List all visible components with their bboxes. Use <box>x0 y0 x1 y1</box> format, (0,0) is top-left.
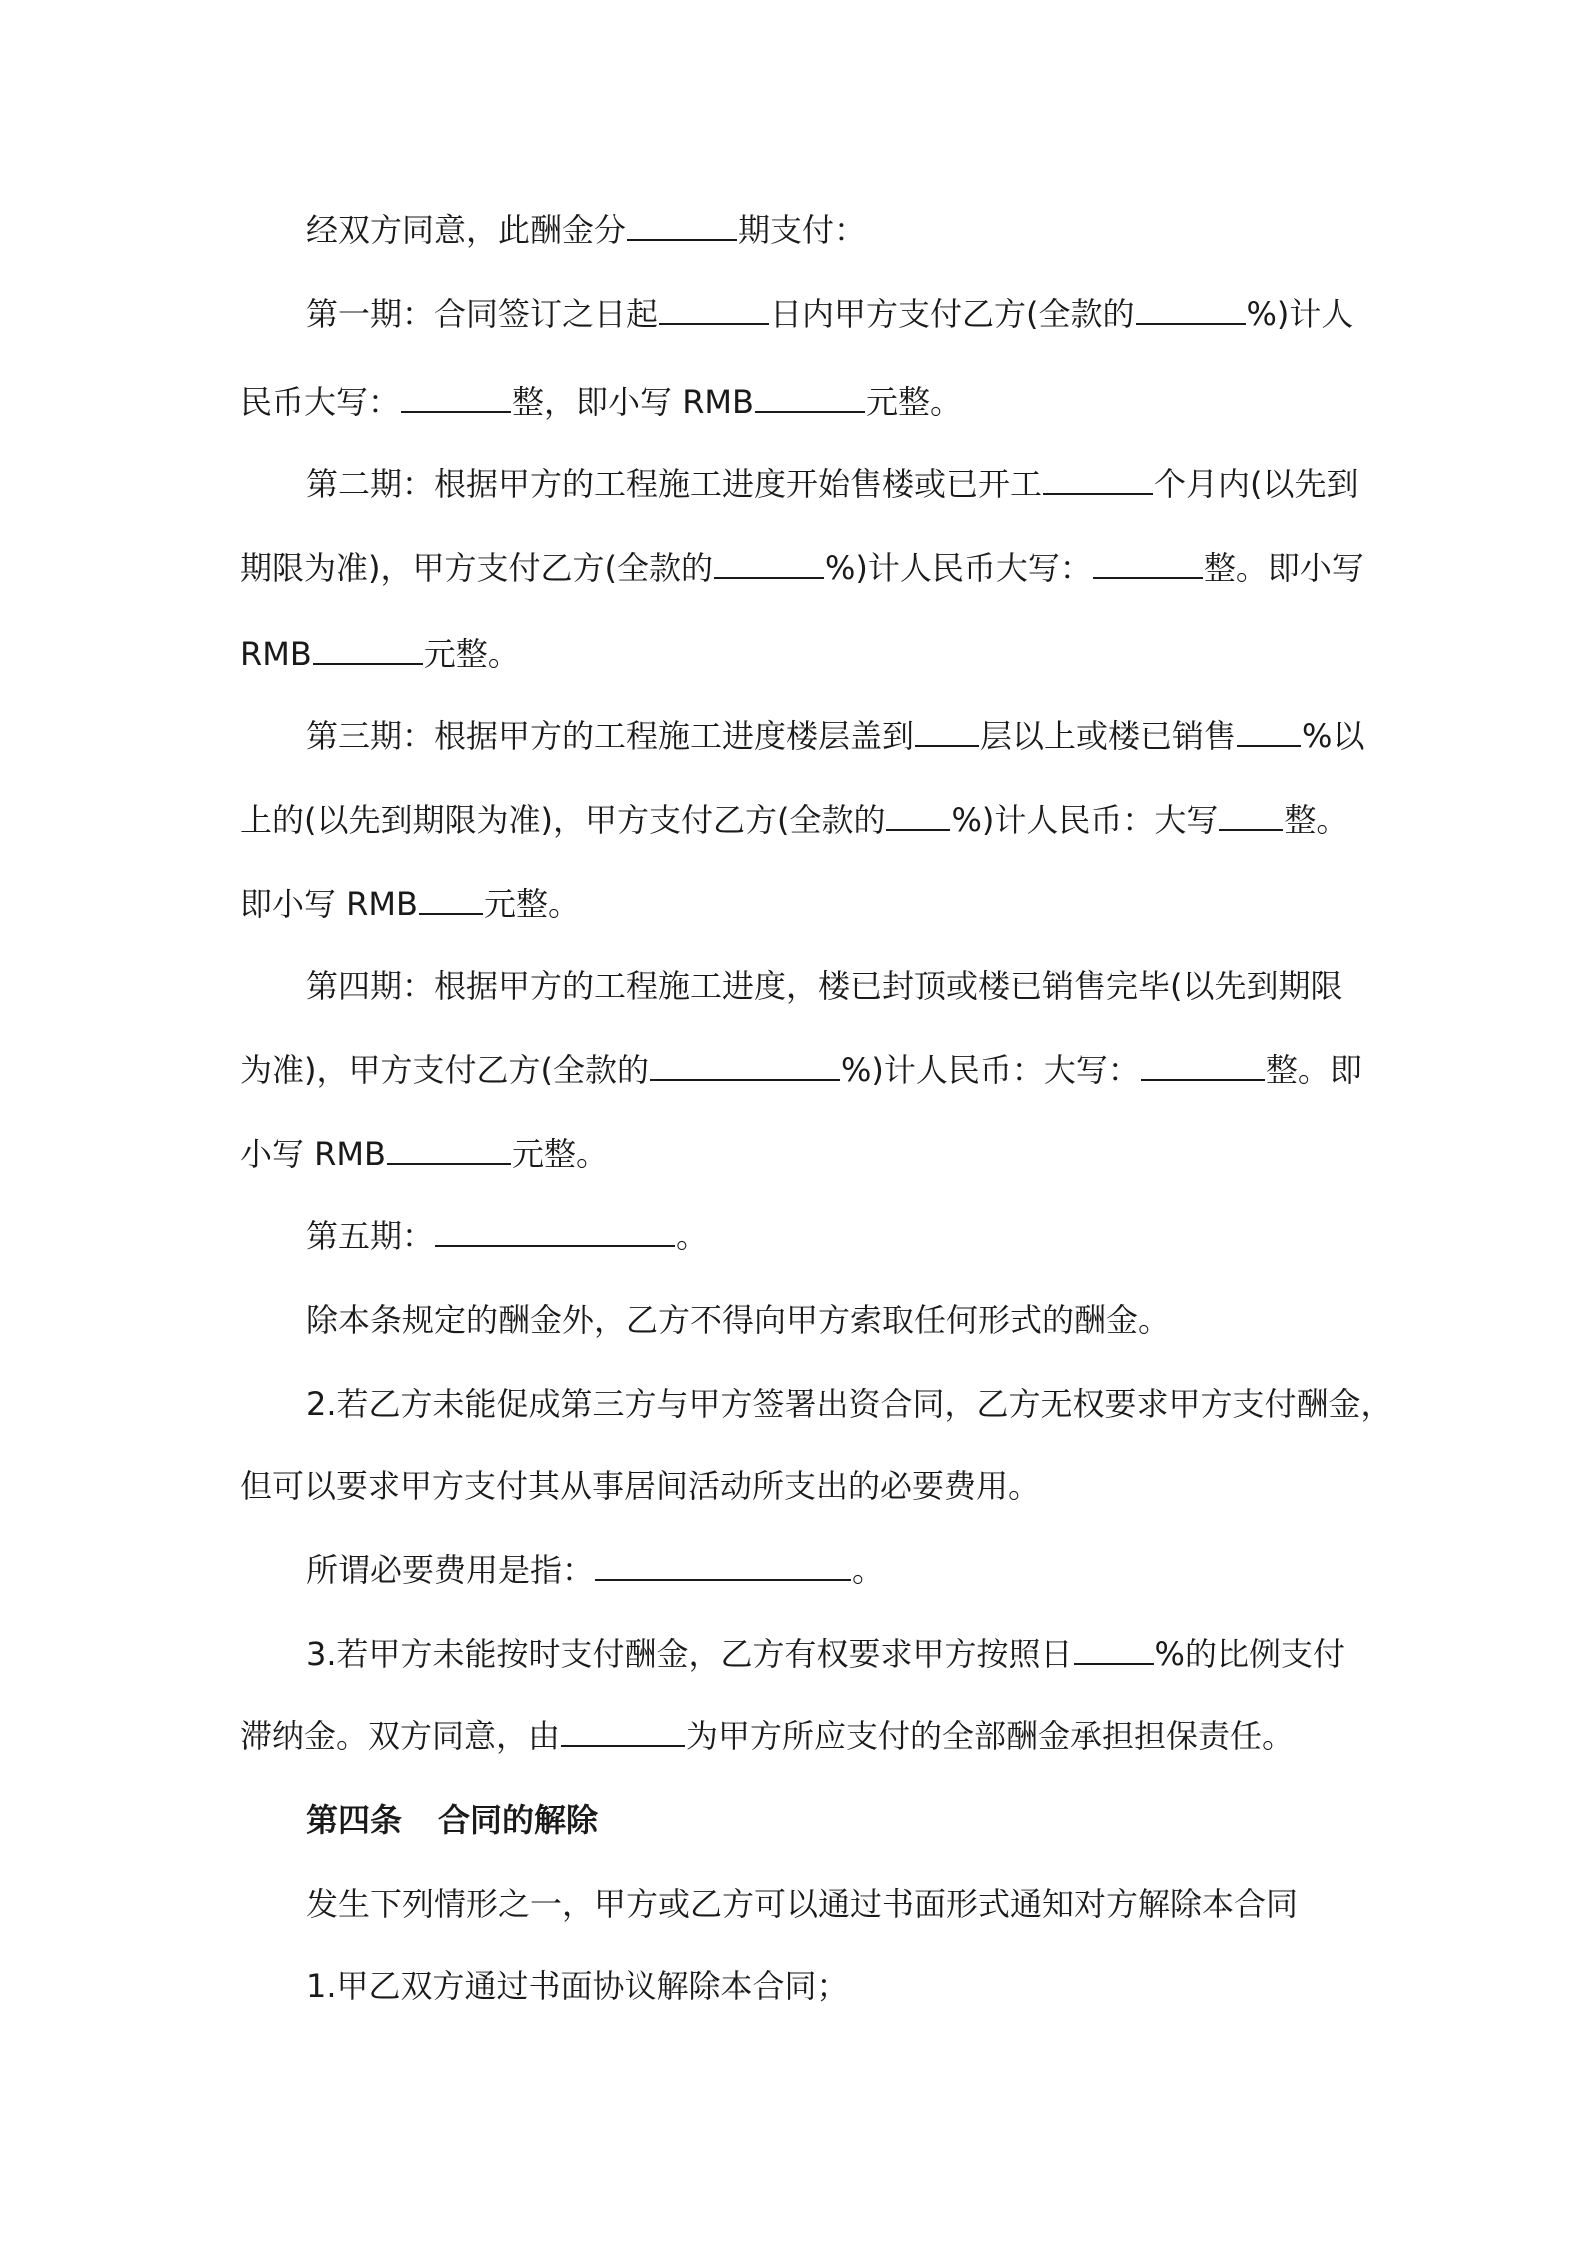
fill-in-blank[interactable] <box>1237 715 1301 747</box>
fill-in-blank[interactable] <box>1043 463 1153 495</box>
text-segment: 为准)，甲方支付乙方(全款的 <box>240 1051 649 1089</box>
text-segment: 第一期：合同签订之日起 <box>306 295 659 333</box>
text-segment: 民币大写： <box>240 383 401 421</box>
text-segment: 第四期：根据甲方的工程施工进度，楼已封顶或楼已销售完毕(以先到期限 <box>306 967 1343 1005</box>
text-line <box>306 290 1376 338</box>
text-segment: 元整。 <box>511 1135 608 1173</box>
text-segment: %的比例支付 <box>1154 1635 1345 1673</box>
text-line <box>240 1712 1376 1760</box>
fill-in-blank[interactable] <box>595 1549 851 1581</box>
text-segment: %)计人民币大写： <box>824 549 1092 587</box>
text-segment: %)计人 <box>1246 295 1354 333</box>
fill-in-blank[interactable] <box>714 547 824 579</box>
text-segment: 日内甲方支付乙方(全款的 <box>770 295 1135 333</box>
text-line <box>306 1962 1376 2010</box>
fill-in-blank[interactable] <box>387 1133 511 1165</box>
fill-in-blank[interactable] <box>886 799 950 831</box>
fill-in-blank[interactable] <box>1219 799 1283 831</box>
text-segment: 期支付： <box>738 211 867 249</box>
text-line <box>240 1046 1376 1094</box>
text-segment: 上的(以先到期限为准)，甲方支付乙方(全款的 <box>240 801 886 839</box>
fill-in-blank[interactable] <box>401 381 511 413</box>
fill-in-blank[interactable] <box>561 1715 685 1747</box>
text-line <box>306 1380 1393 1428</box>
text-line <box>306 1296 1376 1344</box>
fill-in-blank[interactable] <box>1141 1049 1265 1081</box>
text-segment: 经双方同意，此酬金分 <box>306 211 627 249</box>
fill-in-blank[interactable] <box>627 209 737 241</box>
text-segment: 整。 <box>1284 801 1349 839</box>
article-title: 合同的解除 <box>438 1801 599 1839</box>
text-line <box>306 1212 1376 1260</box>
fill-in-blank[interactable] <box>313 633 423 665</box>
fill-in-blank[interactable] <box>1074 1633 1154 1665</box>
fill-in-blank[interactable] <box>419 883 483 915</box>
text-segment: 整。即 <box>1265 1051 1362 1089</box>
text-segment: 小写 RMB <box>240 1135 386 1173</box>
text-segment: 个月内(以先到 <box>1154 465 1359 503</box>
text-segment: 整，即小写 RMB <box>512 383 754 421</box>
text-line <box>306 460 1376 508</box>
fill-in-blank[interactable] <box>915 715 979 747</box>
fill-in-blank[interactable] <box>435 1215 675 1247</box>
text-segment: 元整。 <box>423 635 520 673</box>
text-segment: %)计人民币：大写 <box>951 801 1219 839</box>
text-line <box>306 206 1376 254</box>
text-line <box>240 1462 1376 1510</box>
text-segment: 元整。 <box>483 885 580 923</box>
text-segment: 期限为准)，甲方支付乙方(全款的 <box>240 549 713 587</box>
text-line <box>240 796 1376 844</box>
text-segment: 层以上或楼已销售 <box>980 717 1237 755</box>
text-line <box>240 880 1376 928</box>
text-segment: 整。即小写 <box>1203 549 1364 587</box>
text-segment: 但可以要求甲方支付其从事居间活动所支出的必要费用。 <box>240 1467 1041 1505</box>
text-line <box>240 1130 1376 1178</box>
text-line <box>240 544 1376 592</box>
text-segment: 第二期：根据甲方的工程施工进度开始售楼或已开工 <box>306 465 1043 503</box>
text-segment: 除本条规定的酬金外，乙方不得向甲方索取任何形式的酬金。 <box>306 1301 1171 1339</box>
text-segment: 发生下列情形之一，甲方或乙方可以通过书面形式通知对方解除本合同 <box>306 1885 1299 1923</box>
text-segment: 。 <box>852 1551 885 1589</box>
section-heading <box>306 1796 1376 1844</box>
text-segment: %以 <box>1302 717 1365 755</box>
text-line <box>240 630 1376 678</box>
text-segment: 滞纳金。双方同意，由 <box>240 1717 561 1755</box>
text-segment: 1.甲乙双方通过书面协议解除本合同； <box>306 1967 849 2005</box>
text-segment: 元整。 <box>866 383 963 421</box>
text-segment: 2.若乙方未能促成第三方与甲方签署出资合同，乙方无权要求甲方支付酬金， <box>306 1385 1393 1423</box>
text-segment: 即小写 RMB <box>240 885 418 923</box>
text-line <box>306 1880 1376 1928</box>
fill-in-blank[interactable] <box>1093 547 1203 579</box>
fill-in-blank[interactable] <box>659 293 769 325</box>
text-line <box>306 1546 1376 1594</box>
text-segment: RMB <box>240 635 312 673</box>
text-line <box>306 962 1376 1010</box>
text-line <box>240 378 1376 426</box>
text-segment: 为甲方所应支付的全部酬金承担担保责任。 <box>686 1717 1295 1755</box>
fill-in-blank[interactable] <box>650 1049 840 1081</box>
text-segment: 。 <box>676 1217 709 1255</box>
text-segment: 第五期： <box>306 1217 435 1255</box>
text-segment: %)计人民币：大写： <box>840 1051 1140 1089</box>
fill-in-blank[interactable] <box>1136 293 1246 325</box>
text-line <box>306 1630 1376 1678</box>
text-line <box>306 712 1376 760</box>
fill-in-blank[interactable] <box>755 381 865 413</box>
text-segment: 3.若甲方未能按时支付酬金，乙方有权要求甲方按照日 <box>306 1635 1073 1673</box>
text-segment: 第三期：根据甲方的工程施工进度楼层盖到 <box>306 717 915 755</box>
article-number: 第四条 <box>306 1801 403 1839</box>
text-segment: 所谓必要费用是指： <box>306 1551 595 1589</box>
